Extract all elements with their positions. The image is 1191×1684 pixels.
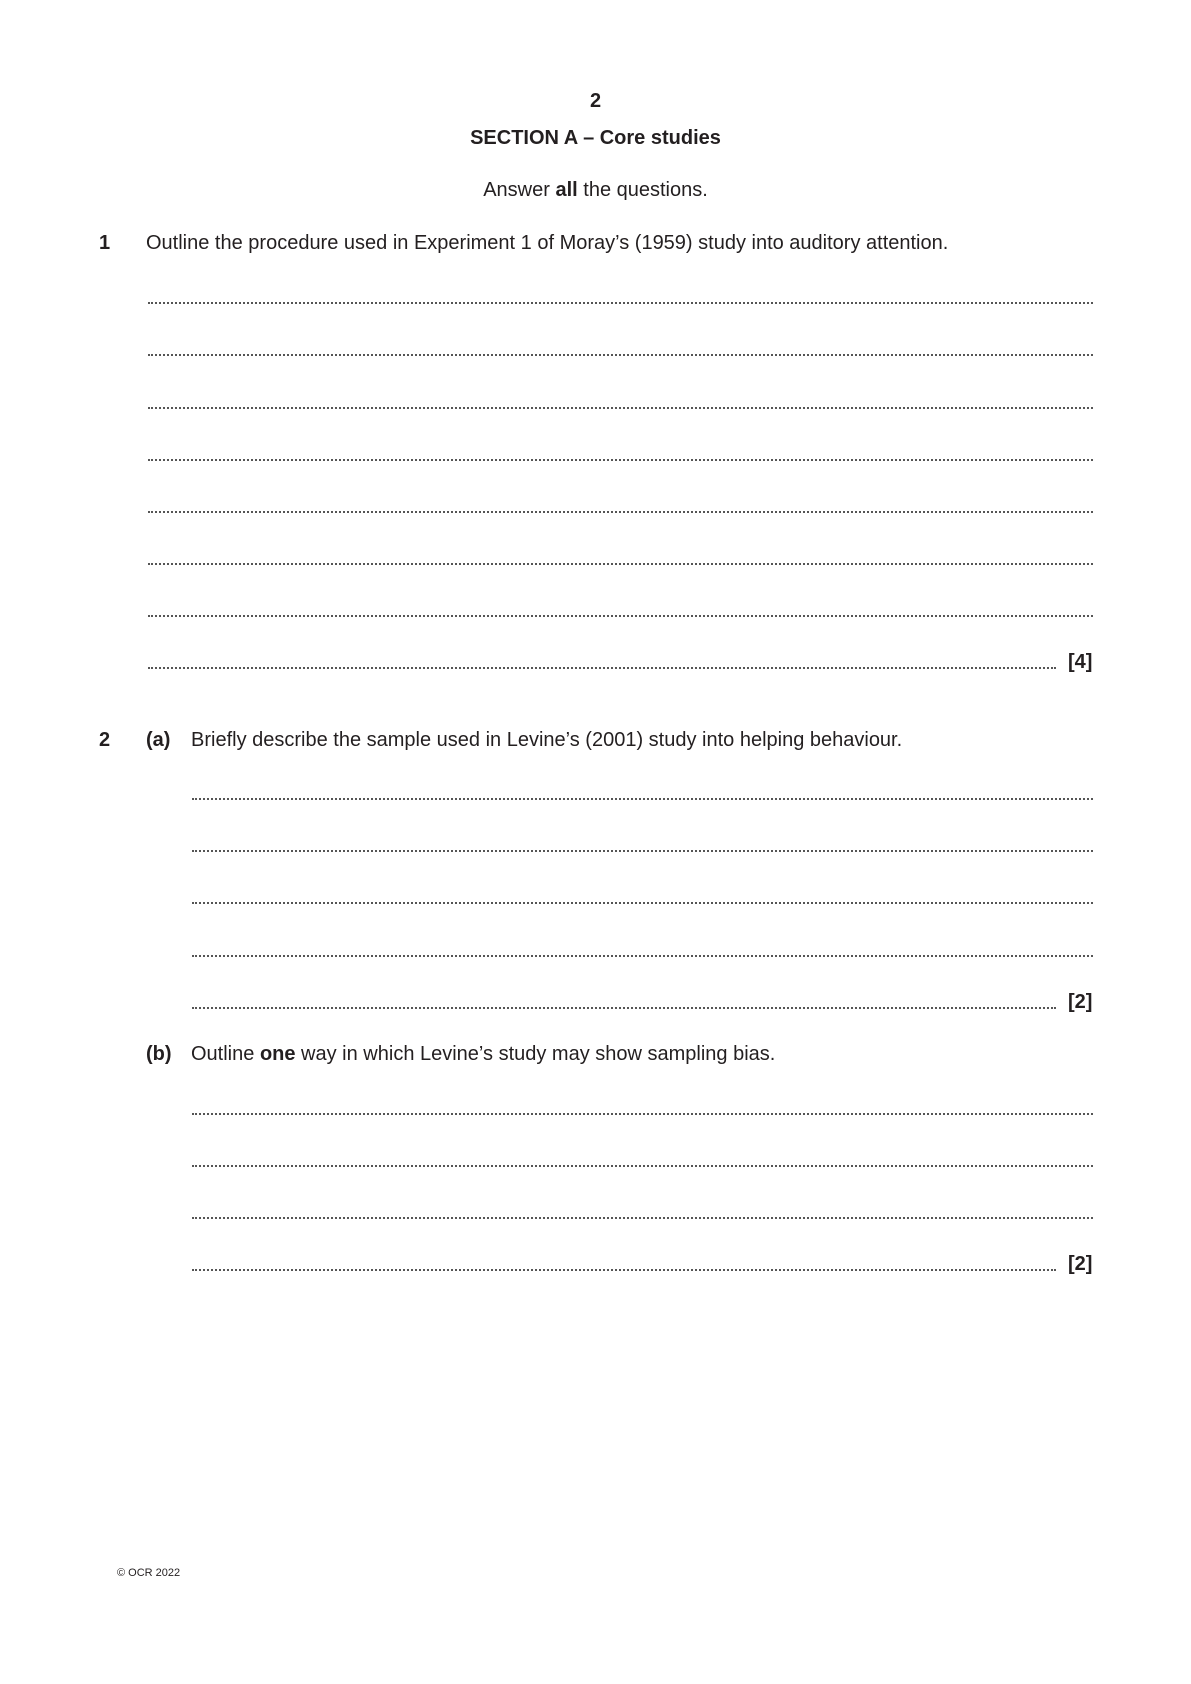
answer-line-q2a-4[interactable] (192, 955, 1093, 957)
question-2b-text (191, 1043, 775, 1066)
answer-line-q1-4[interactable] (148, 459, 1093, 461)
instruction (0, 179, 1191, 202)
section-title: SECTION A – Core studies (470, 127, 721, 149)
answer-line-q2a-2[interactable] (192, 850, 1093, 852)
question-2b-text-after: way in which Levine’s study may show sampling bias. (295, 1043, 776, 1065)
answer-line-q1-5[interactable] (148, 511, 1093, 513)
instruction-after: the questions. (577, 179, 708, 201)
answer-line-q2b-3[interactable] (192, 1217, 1093, 1219)
question-1-text: Outline the procedure used in Experiment 1 of Moray’s (1959) study into auditory attention. (146, 232, 949, 254)
answer-line-q1-8[interactable] (148, 667, 1056, 669)
question-2a-marks: [2] (1068, 991, 1093, 1013)
answer-line-q2b-4[interactable] (192, 1269, 1056, 1271)
copyright-notice: © OCR 2022 (117, 1567, 181, 1579)
answer-line-q1-2[interactable] (148, 354, 1093, 356)
question-2b-text-bold: one (259, 1043, 296, 1065)
question-2b-marks: [2] (1068, 1253, 1093, 1275)
answer-line-q1-7[interactable] (148, 615, 1093, 617)
instruction-bold: all (555, 179, 578, 201)
answer-line-q2a-5[interactable] (192, 1007, 1056, 1009)
question-2b-label: (b) (146, 1043, 172, 1065)
question-1-number: 1 (99, 232, 111, 254)
answer-line-q2a-1[interactable] (192, 798, 1093, 800)
page-number: 2 (589, 90, 602, 112)
answer-line-q2a-3[interactable] (192, 902, 1093, 904)
question-2b-text-before: Outline (191, 1043, 260, 1065)
answer-line-q1-1[interactable] (148, 302, 1093, 304)
answer-line-q1-3[interactable] (148, 407, 1093, 409)
answer-line-q2b-2[interactable] (192, 1165, 1093, 1167)
answer-line-q1-6[interactable] (148, 563, 1093, 565)
answer-line-q2b-1[interactable] (192, 1113, 1093, 1115)
question-2-number: 2 (99, 729, 111, 751)
question-2a-label: (a) (146, 729, 171, 751)
instruction-before: Answer (483, 179, 556, 201)
question-1-marks: [4] (1068, 651, 1093, 673)
question-2a-text: Briefly describe the sample used in Levine’s (2001) study into helping behaviour. (191, 729, 903, 751)
